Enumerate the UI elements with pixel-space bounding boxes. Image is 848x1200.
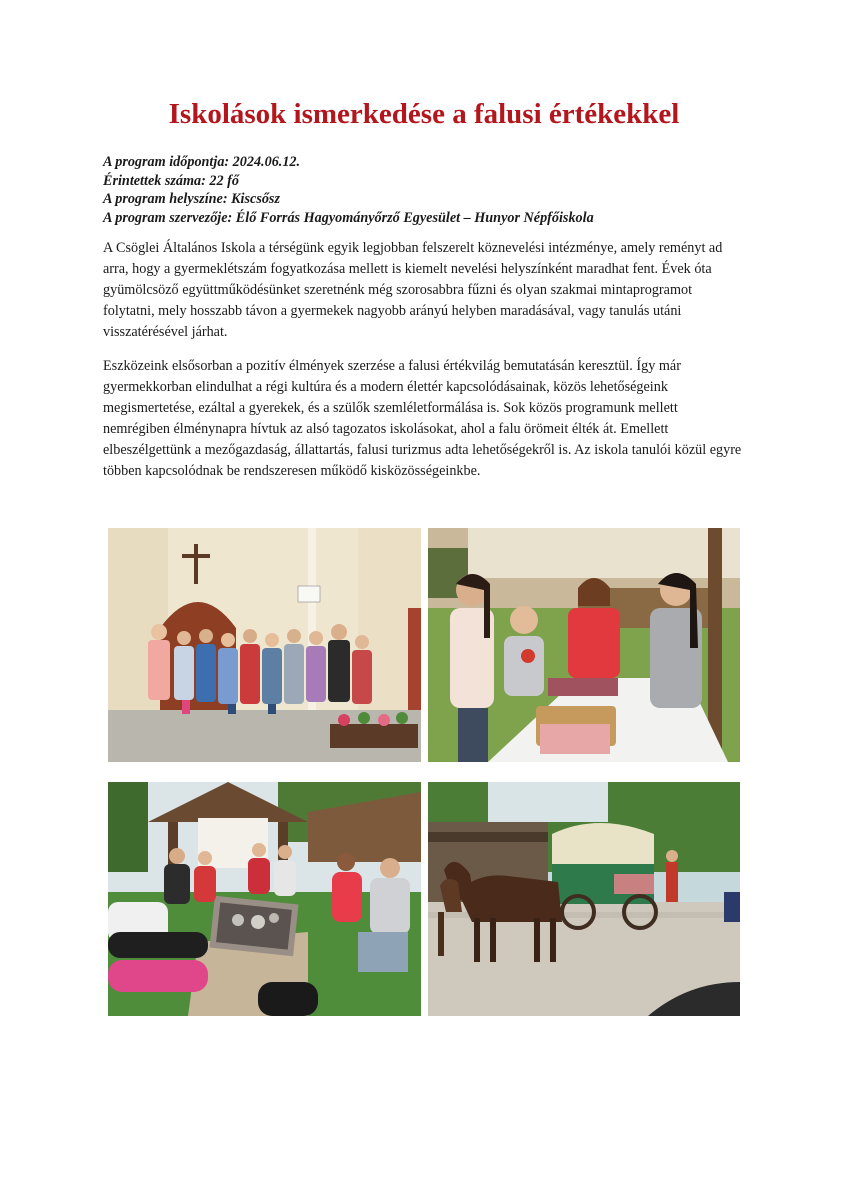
paragraph-1: A Csöglei Általános Iskola a térségünk egyik legjobban felszerelt köznevelési intézménye, amely reményt ad arra, hogy a gyermeklétszám fogyatkozása mellett is kiemelt nevelési helyszínként maradhat fent. Évek óta gyümölcsöző együttműködésünket szeretnénk még szorosabbra fűzni és olyan szakmai mintaprogramot folytatni, mely hosszabb távon a gyermekek nagyobb arányú helyben maradásával, vagy tanulás utáni visszatérésével járhat. [103, 240, 723, 340]
photo-children-at-table [428, 528, 740, 762]
photo-horse-wagon [428, 782, 740, 1016]
meta-participants: Érintettek száma: 22 fő [103, 172, 239, 189]
meta-date: A program időpontja: 2024.06.12. [103, 154, 301, 170]
paragraph-2: Eszközeink elsősorban a pozitív élmények szerzése a falusi értékvilág bemutatásán keresztül. Így már gyermekkorban elindulhat a régi kultúra és a modern élettér kapcsolódásainak, közös lehetőségeink megismertetése, ezáltal a gyerekek, és a szülők szemléletformálása is. Sok közös programunk mellett nemrégiben élménynapra hívtuk az alsó tagozatos iskolásokat, ahol a falu örömeit élték át. Emellett elbeszélgettünk a mezőgazdaság, állattartás, falusi turizmus adta lehetőségekről is. Az iskola tanulói közül egyre többen kapcsolódnak be rendszeresen működő kisközösségeinkbe. [103, 358, 742, 479]
program-meta [103, 153, 763, 227]
meta-organizer: A program szervezője: Élő Forrás Hagyományőrző Egyesület – Hunyor Népfőiskola [103, 209, 594, 226]
page-title: Iskolások ismerkedése a falusi értékekkel [168, 98, 680, 130]
photo-group-at-chapel [108, 528, 421, 762]
meta-location: A program helyszíne: Kiscsősz [103, 191, 280, 207]
photo-campfire [108, 782, 421, 1016]
